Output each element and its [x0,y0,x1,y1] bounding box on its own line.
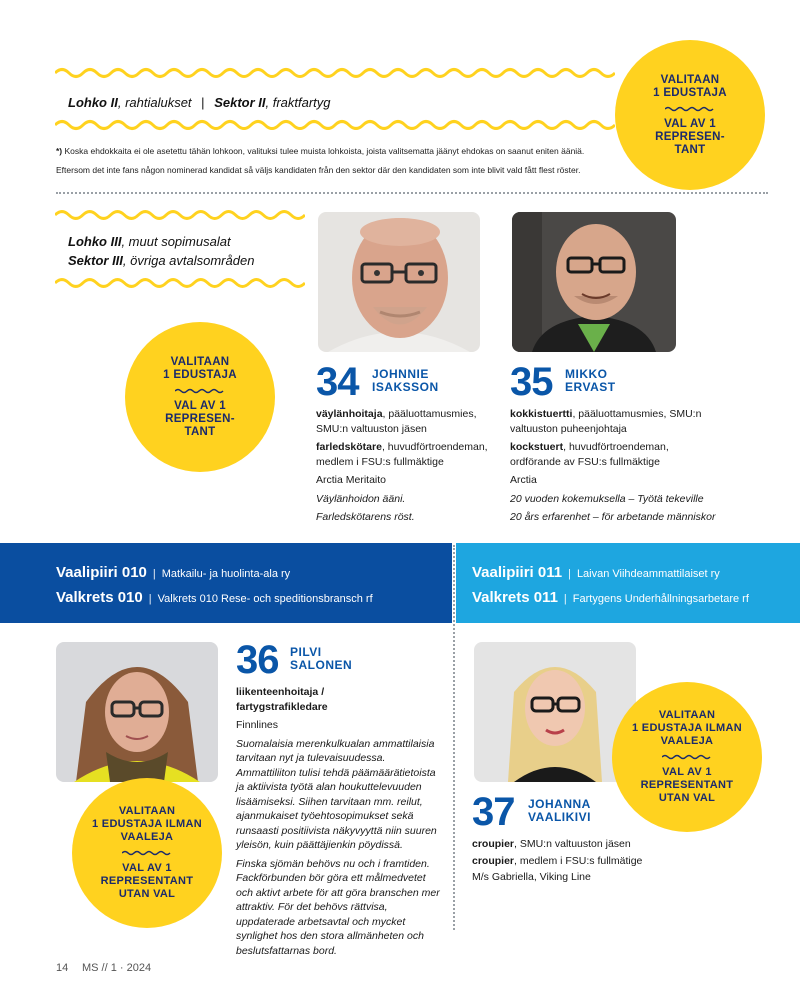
sektor-2-label: Sektor II [214,95,266,110]
title-sv-rest: , huvudförtroendeman, medlem i FSU:s fullmäktige [316,441,488,468]
badge-mid-line1: VALITAAN [170,355,230,368]
badge-36-line3: VAALEJA [120,831,174,843]
sector-2-title [68,94,331,112]
district-bar-010 [0,543,452,623]
photo-mikko-ervast [512,212,676,352]
candidate-last-name: ERVAST [565,380,616,394]
candidate-37-line2 [472,854,692,869]
badge-mid-line2: 1 EDUSTAJA [163,368,237,381]
district-sep: | [152,568,156,580]
badge-36-line2: 1 EDUSTAJA ILMAN [92,818,202,830]
candidate-number-37: 37 [472,790,515,834]
badge-37-line3: VAALEJA [660,735,714,747]
badge-mid-line5: TANT [184,425,216,438]
badge-mid-line3: VAL AV 1 [174,399,226,412]
decorative-wave-sector3 [55,208,305,222]
candidate-35-title-sv [510,440,720,469]
candidate-34-title-fi [316,407,496,436]
badge-36 [72,778,222,928]
candidate-35-employer: Arctia [510,474,537,486]
candidate-37-line1 [472,837,692,852]
candidate-36-text-fi: Suomalaisia merenkulkualan ammattilaisia tarvitaan nyt ja tulevaisuudessa. Ammattiliiton tulisi tehdä päämäärätietoista ja aktiivista työtä alan houkuttelevuuden lisäämiseksi. Siihen tarvitaan mm. reilut, ajanmukaiset työehtosopimukset sekä runsaasti positiivista näkyvyyttä niin suuren yleisön, kuin päättäjienkin pöydissä. [236,737,437,851]
portrait-man-glasses-icon [318,212,480,352]
candidate-37-employer: M/s Gabriella, Viking Line [472,871,591,883]
sector-3-title [68,232,254,270]
note-sv-text: Eftersom det inte fans någon nominerad kandidat så väljs kandidaten från den sektor där den kandidaten som inte blivit vald fått flest röster. [56,165,581,175]
badge-squiggle-icon [662,754,712,760]
title-sv-rest: , huvudförtroendeman, ordförande av FSU:s fullmäktige [510,441,669,468]
badge-36-line5: REPRESENTANT [100,875,194,887]
candidate-info-34 [316,407,496,529]
candidate-36-employer: Finnlines [236,719,279,731]
title-fi-rest: , pääluottamusmies, SMU:n valtuuston jäsen [316,408,477,435]
district-011-line1 [472,564,720,582]
badge-36-line4: VAL AV 1 [122,862,172,874]
badge-37-line4: VAL AV 1 [662,766,712,778]
candidate-name-37 [528,798,591,824]
photo-pilvi-salonen [56,642,218,782]
badge-mid [125,322,275,472]
badge-36-line6: UTAN VAL [118,888,176,900]
line2-bold: croupier [472,854,515,867]
candidate-number-35: 35 [510,360,553,404]
note-asterisk: *) [56,146,63,156]
badge-36-line1: VALITAAN [118,805,176,817]
candidate-name-35 [565,368,616,394]
candidate-35-title-fi [510,407,720,436]
decorative-wave-top-lower [55,118,615,132]
badge-37-line6: UTAN VAL [658,792,716,804]
district-sep: | [568,568,571,580]
district-011-line2 [472,589,749,607]
candidate-34-slogan-fi: Väylänhoidon ääni. [316,492,406,505]
district-010-sv-name: Valkrets 010 [56,589,143,606]
candidate-first-name: JOHANNA [528,797,591,811]
district-011-fi-org: Laivan Viihdeammattilaiset ry [576,568,720,580]
candidate-35-slogan-fi: 20 vuoden kokemuksella – Työtä tekeville [510,492,704,505]
district-bar-011 [456,543,800,623]
district-sep: | [563,593,567,605]
candidate-number-36: 36 [236,638,279,682]
magazine-issue: MS // 1 · 2024 [82,962,152,974]
portrait-man-glasses-icon [512,212,676,352]
candidate-first-name: JOHNNIE [372,367,429,381]
candidate-name-36 [290,646,352,672]
title-sv-bold: farledskötare [316,441,382,453]
badge-squiggle-icon [122,850,172,856]
badge-top [615,40,765,190]
decorative-wave-sector3-lower [55,276,305,290]
note-finnish [56,145,616,157]
lohko-2-desc: , rahtialukset [117,95,192,110]
candidate-36-text-sv: Finska sjömän behövs nu och i framtiden. Fackförbunden bör göra ett målmedvetet och aktivt arbete för att göra branschen mer attraktiv. För det behövs rättvisa, uppdaterade arbetsavtal och mycket synlighet hos den stora allmänheten och beslutsfattarnas bord. [236,857,440,957]
badge-mid-line4: REPRESEN- [165,412,235,425]
district-010-line1 [56,564,290,582]
badge-top-line4: REPRESEN- [655,130,725,143]
candidate-info-35 [510,407,720,529]
candidate-last-name: SALONEN [290,658,353,672]
district-011-sv-org: Fartygens Underhållningsarbetare rf [572,593,749,605]
district-010-line2 [56,589,373,607]
badge-top-line3: VAL AV 1 [664,117,716,130]
badge-top-line5: TANT [674,143,706,156]
candidate-info-36 [236,685,441,962]
line1-rest: , SMU:n valtuuston jäsen [514,838,631,850]
district-010-fi-name: Vaalipiiri 010 [56,564,147,581]
candidate-last-name: ISAKSSON [372,380,439,394]
title-fi-bold: väylänhoitaja [316,408,383,420]
lohko-3-desc: , muut sopimusalat [121,234,231,249]
badge-37-line2: 1 EDUSTAJA ILMAN [632,722,742,734]
candidate-first-name: PILVI [290,645,322,659]
badge-37-line1: VALITAAN [658,709,716,721]
portrait-woman-glasses-icon [56,642,218,782]
sektor-3-desc: , övriga avtalsområden [122,253,255,268]
district-010-fi-org: Matkailu- ja huolinta-ala ry [161,568,291,580]
candidate-34-title-sv [316,440,496,469]
candidate-35-slogan-sv: 20 års erfarenhet – för arbetande människor [510,511,716,523]
lohko-2-label: Lohko II [68,95,118,110]
title-fi-rest: , pääluottamusmies, SMU:n valtuuston puheenjohtaja [510,408,702,435]
title-sv-bold: kockstuert [510,441,564,453]
district-011-fi-name: Vaalipiiri 011 [472,564,563,581]
line1-bold: croupier [472,838,515,850]
badge-37-line5: REPRESENTANT [640,779,734,791]
district-sep: | [148,593,152,605]
divider-dotted-top [56,192,768,194]
badge-squiggle-icon [175,388,225,394]
candidate-info-37 [472,837,692,889]
badge-squiggle-icon [665,106,715,112]
title-fi-bold: kokkistuertti [510,408,573,420]
photo-johnnie-isaksson [318,212,480,352]
candidate-name-34 [372,368,439,394]
candidate-first-name: MIKKO [565,367,608,381]
badge-37 [612,682,762,832]
sector-divider: | [201,95,205,110]
lohko-3-label: Lohko III [68,234,122,249]
candidate-last-name: VAALIKIVI [528,810,591,824]
candidate-number-34: 34 [316,360,359,404]
note-swedish [56,164,616,176]
badge-top-line1: VALITAAN [660,73,720,86]
candidate-34-employer: Arctia Meritaito [316,474,387,486]
district-010-sv-org: Valkrets 010 Rese- och speditionsbransch rf [157,593,373,605]
divider-dotted-vertical [453,545,455,930]
district-011-sv-name: Valkrets 011 [472,589,558,606]
sektor-2-desc: , fraktfartyg [265,95,331,110]
line2-rest: , medlem i FSU:s fullmätige [514,854,643,867]
sektor-3-label: Sektor III [68,253,123,268]
page-number: 14 [56,962,69,974]
title-bold: liikenteenhoitaja / fartygstrafikledare [236,686,328,713]
note-fi-text: Koska ehdokkaita ei ole asetettu tähän lohkoon, valituksi tulee muista lohkoista, joista valitsematta jäänyt ehdokas on saanut eniten ääniä. [62,146,585,156]
decorative-wave-top [55,66,615,80]
badge-top-line2: 1 EDUSTAJA [653,86,727,99]
candidate-34-slogan-sv: Farledskötarens röst. [316,511,415,523]
candidate-36-title [236,685,356,714]
